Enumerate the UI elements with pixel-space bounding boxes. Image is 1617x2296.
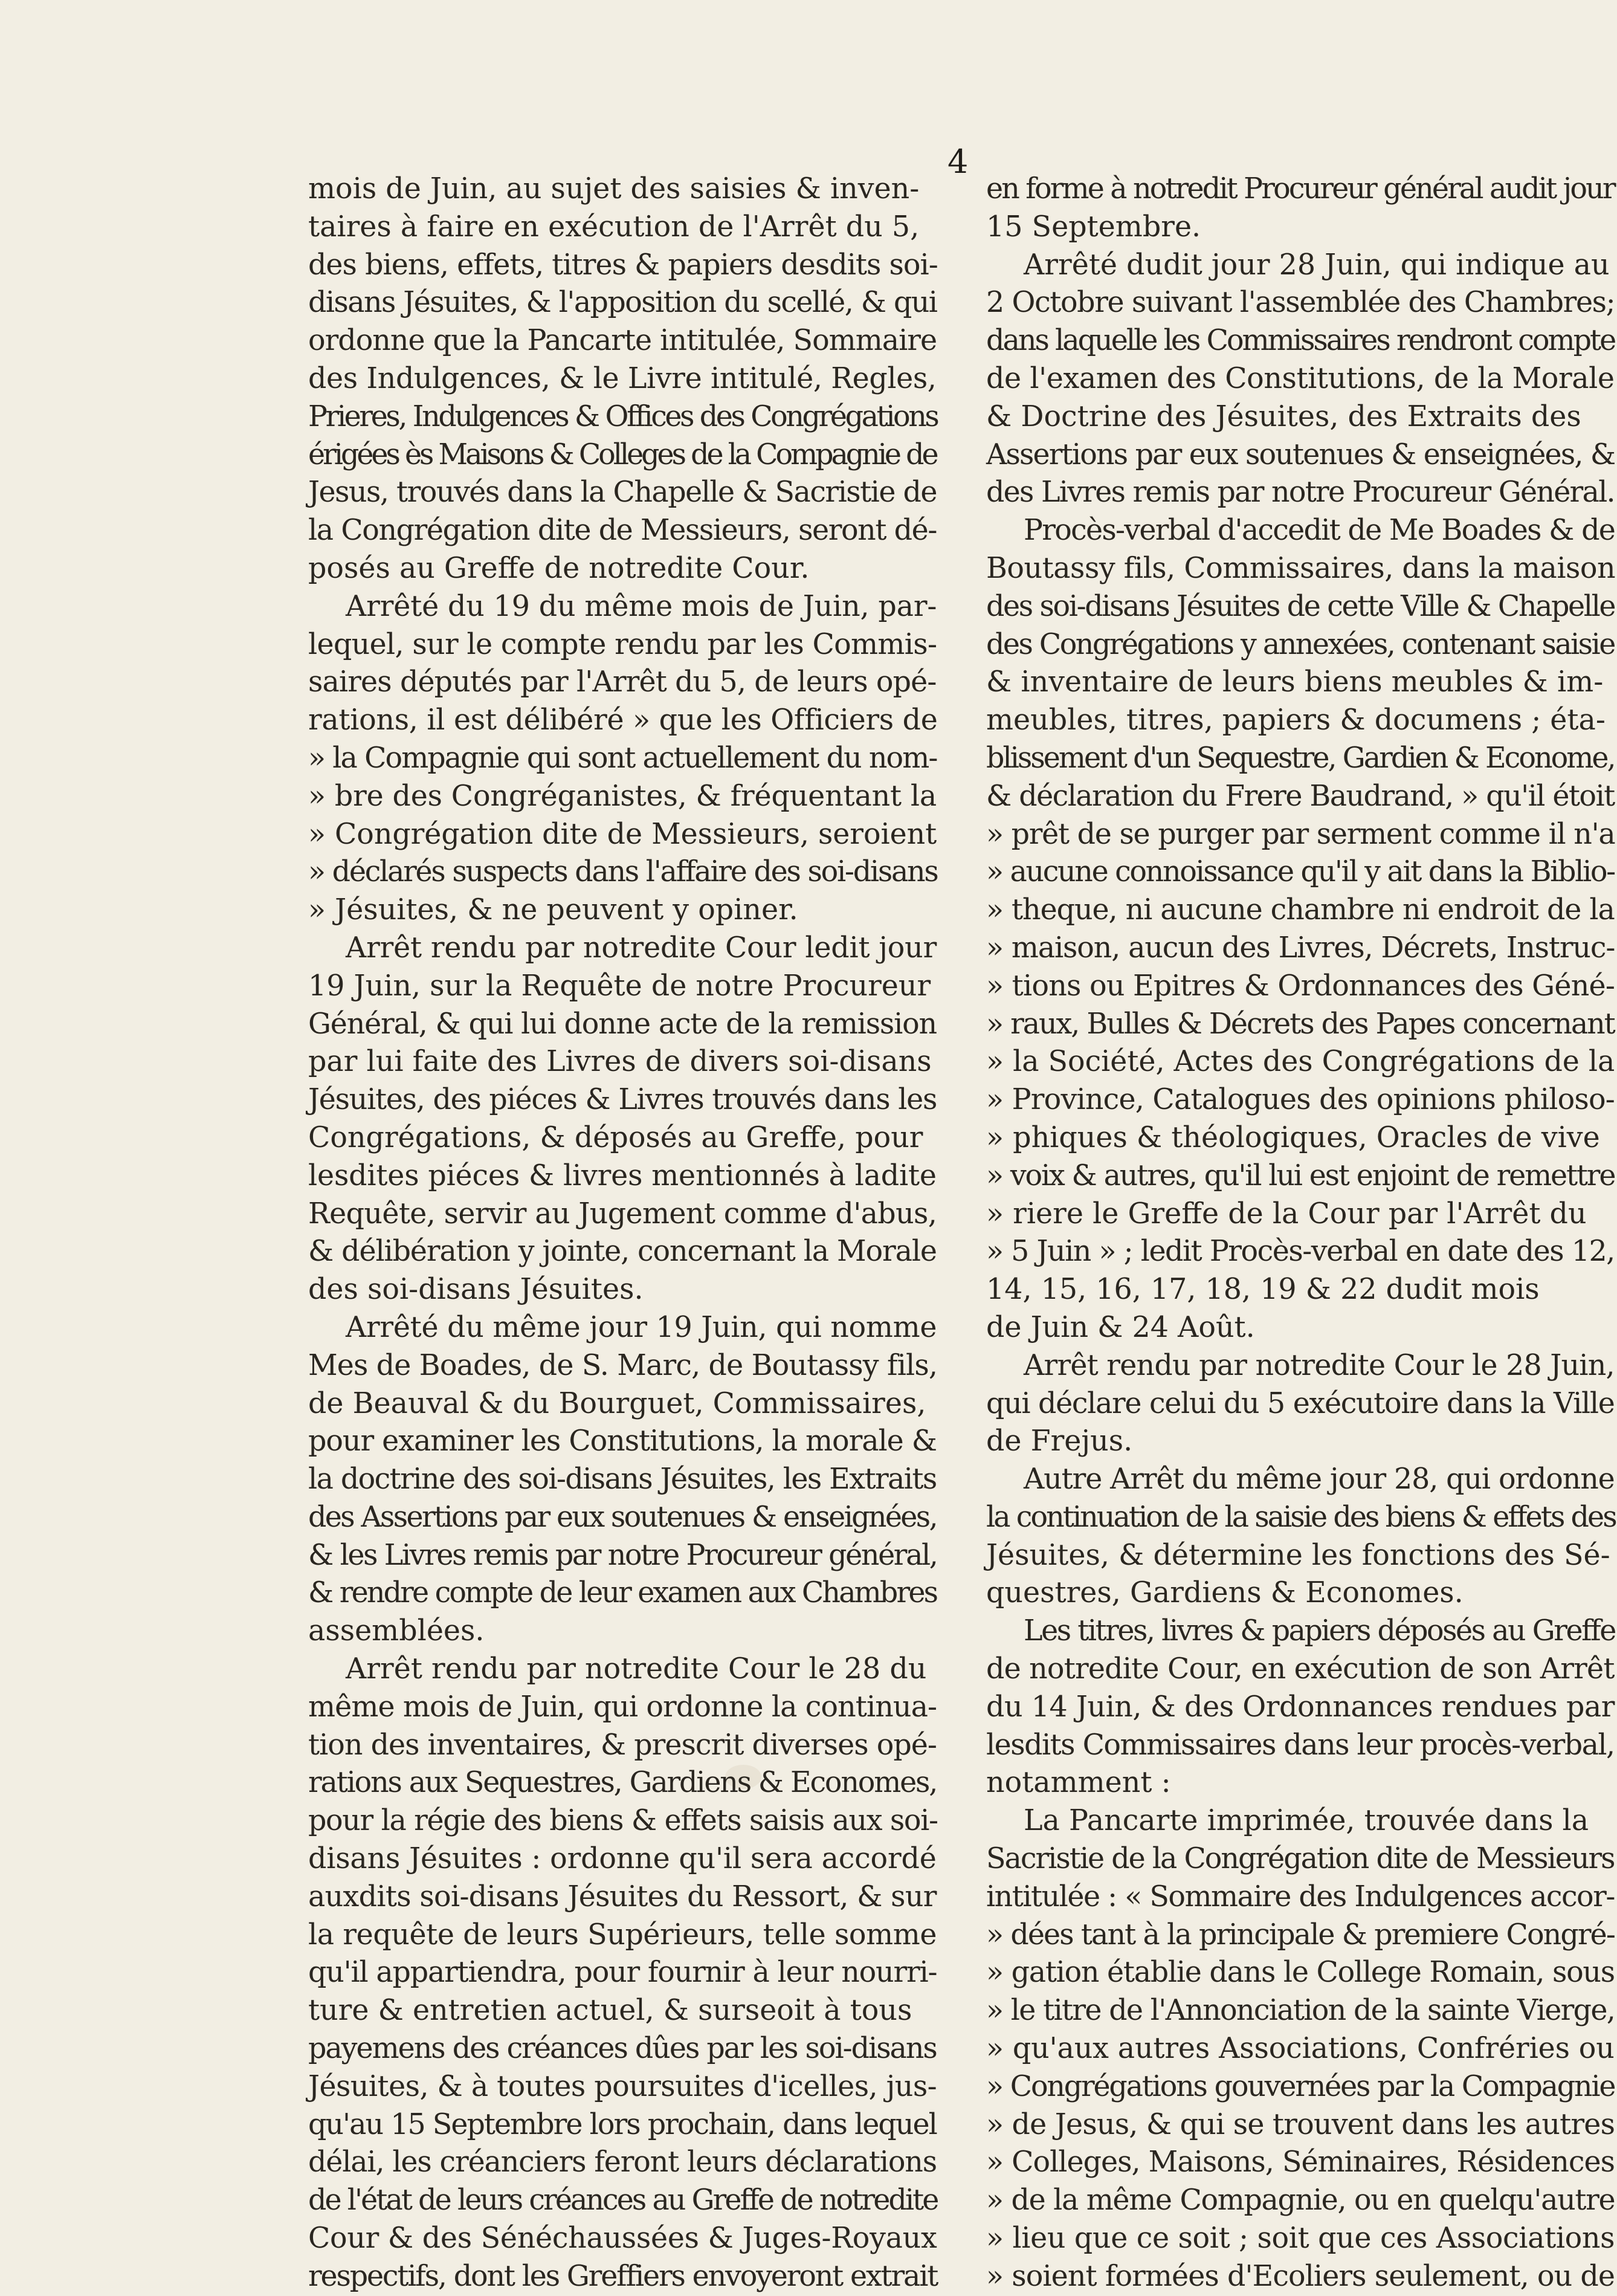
text-line: Prieres, Indulgences & Offices des Congrégations [308,399,938,433]
text-line: Boutassy fils, Commissaires, dans la maison [986,551,1616,585]
text-line: en forme à notredit Procureur général audit jour [986,172,1615,205]
text-line: » lieu que ce soit ; soit que ces Associations [986,2222,1615,2256]
text-line: » Congrégation dite de Messieurs, seroient [308,817,937,851]
text-line: Procès-verbal d'accedit de Me Boades & de [1024,514,1615,548]
text-line: la doctrine des soi-disans Jésuites, les Extraits [308,1463,937,1496]
right-column [986,170,1615,2296]
text-line: Arrêté dudit jour 28 Juin, qui indique au [1024,248,1610,282]
text-line: de Beauval & du Bourguet, Commissaires, [308,1386,926,1420]
text-line: » la Compagnie qui sont actuellement du nom- [308,741,937,775]
text-line: de Frejus. [986,1424,1133,1458]
text-line: notamment : [986,1766,1171,1800]
text-line: qu'au 15 Septembre lors prochain, dans lequel [308,2107,937,2141]
text-line: ture & entretien actuel, & surseoit à tous [308,1994,912,2028]
text-line: & inventaire de leurs biens meubles & im- [986,665,1604,699]
text-line: » qu'aux autres Associations, Confréries ou [986,2032,1615,2066]
text-line: & Doctrine des Jésuites, des Extraits des [986,399,1581,433]
text-line: » prêt de se purger par serment comme il n'a [986,817,1615,851]
text-line: » riere le Greffe de la Cour par l'Arrêt du [986,1197,1587,1230]
text-line: Arrêté du 19 du même mois de Juin, par- [346,589,937,623]
text-line: 15 Septembre. [986,210,1201,244]
text-line: Arrêté du même jour 19 Juin, qui nomme [346,1310,937,1344]
text-line: » bre des Congréganistes, & fréquentant la [308,779,937,813]
text-line: mois de Juin, au sujet des saisies & inven- [308,172,920,205]
text-line: lesdites piéces & livres mentionnés à ladite [308,1159,937,1192]
text-line: de l'état de leurs créances au Greffe de notredite [308,2184,938,2217]
text-line: de notredite Cour, en exécution de son Arrêt [986,1652,1615,1686]
text-line: auxdits soi-disans Jésuites du Ressort, & sur [308,1880,937,1913]
text-line: & rendre compte de leur examen aux Chambres [308,1576,937,1610]
text-line: 14, 15, 16, 17, 18, 19 & 22 dudit mois [986,1273,1540,1307]
text-line: La Pancarte imprimée, trouvée dans la [1024,1804,1589,1838]
text-line: rations aux Sequestres, Gardiens & Economes, [308,1766,937,1800]
text-line: Requête, servir au Jugement comme d'abus, [308,1197,937,1230]
text-line: ordonne que la Pancarte intitulée, Sommaire [308,324,937,358]
text-line: délai, les créanciers feront leurs déclarations [308,2146,937,2179]
text-line: » 5 Juin » ; ledit Procès-verbal en date des 12, [986,1235,1615,1269]
text-line: des Livres remis par notre Procureur Général. [986,476,1615,509]
text-line: Jesus, trouvés dans la Chapelle & Sacristie de [308,476,937,509]
text-line: posés au Greffe de notredite Cour. [308,551,810,585]
text-line: qu'il appartiendra, pour fournir à leur nourri- [308,1956,937,1990]
text-line: Mes de Boades, de S. Marc, de Boutassy fils, [308,1348,938,1382]
text-line: » tions ou Epitres & Ordonnances des Géné- [986,969,1615,1003]
left-column [308,170,937,2296]
text-line: de Juin & 24 Août. [986,1310,1255,1344]
text-line: » Colleges, Maisons, Séminaires, Résidences [986,2146,1615,2179]
text-line: de l'examen des Constitutions, de la Morale [986,361,1615,395]
text-line: même mois de Juin, qui ordonne la continua- [308,1690,937,1724]
text-line: Arrêt rendu par notredite Cour le 28 Juin, [1024,1348,1615,1382]
text-line: questres, Gardiens & Economes. [986,1576,1464,1610]
text-line: des biens, effets, titres & papiers desdits soi- [308,248,938,282]
text-line: » soient formées d'Ecoliers seulement, ou de [986,2259,1615,2293]
text-line: Les titres, livres & papiers déposés au Greffe [1024,1614,1615,1648]
text-line: des Assertions par eux soutenues & enseignées, [308,1500,937,1534]
text-line: » la Société, Actes des Congrégations de la [986,1045,1615,1079]
text-line: » theque, ni aucune chambre ni endroit de la [986,893,1615,927]
text-line: rations, il est délibéré » que les Officiers de [308,703,938,737]
text-line: & les Livres remis par notre Procureur général, [308,1538,937,1572]
text-line: payemens des créances dûes par les soi-disans [308,2032,937,2066]
text-line: Arrêt rendu par notredite Cour le 28 du [346,1652,927,1686]
text-line: » maison, aucun des Livres, Décrets, Instruc- [986,931,1615,965]
text-line: dans laquelle les Commissaires rendront compte [986,324,1615,358]
text-line: Cour & des Sénéchaussées & Juges-Royaux [308,2222,937,2256]
text-line: des Congrégations y annexées, contenant saisie [986,627,1615,661]
text-line: Arrêt rendu par notredite Cour ledit jour [346,931,937,965]
text-line: » phiques & théologiques, Oracles de vive [986,1121,1600,1154]
text-line: la Congrégation dite de Messieurs, seront dé- [308,514,937,548]
text-line: » gation établie dans le College Romain, sous [986,1956,1615,1990]
page-number: 4 [947,143,969,181]
text-line: » Jésuites, & ne peuvent y opiner. [308,893,798,927]
text-line: Autre Arrêt du même jour 28, qui ordonne [1024,1463,1615,1496]
text-line: qui déclare celui du 5 exécutoire dans la Ville [986,1386,1615,1420]
text-line: blissement d'un Sequestre, Gardien & Econome, [986,741,1615,775]
text-line: pour la régie des biens & effets saisis aux soi- [308,1804,938,1838]
text-line: 2 Octobre suivant l'assemblée des Chambres; [986,286,1615,320]
text-line: des soi-disans Jésuites. [308,1273,644,1307]
text-line: » le titre de l'Annonciation de la sainte Vierge, [986,1994,1615,2028]
text-line: lequel, sur le compte rendu par les Commis- [308,627,937,661]
text-line: disans Jésuites, & l'apposition du scellé, & qui [308,286,937,320]
text-line: du 14 Juin, & des Ordonnances rendues par [986,1690,1615,1724]
text-line: Assertions par eux soutenues & enseignées, & [986,438,1615,471]
text-line: meubles, titres, papiers & documens ; éta- [986,703,1606,737]
text-line: Jésuites, des piéces & Livres trouvés dans les [308,1083,937,1117]
text-line: & délibération y jointe, concernant la Morale [308,1235,937,1269]
text-line: respectifs, dont les Greffiers envoyeront extrait [308,2259,938,2293]
text-line: Jésuites, & à toutes poursuites d'icelles, jus- [308,2069,937,2103]
text-line: des Indulgences, & le Livre intitulé, Regles, [308,361,937,395]
text-line: » aucune connoissance qu'il y ait dans la Biblio- [986,855,1615,889]
text-line: » dées tant à la principale & premiere Congré- [986,1918,1615,1952]
text-line: tion des inventaires, & prescrit diverses opé- [308,1728,937,1762]
text-line: » de la même Compagnie, ou en quelqu'autre [986,2184,1615,2217]
text-line: » déclarés suspects dans l'affaire des soi-disans [308,855,938,889]
text-line: lesdits Commissaires dans leur procès-verbal, [986,1728,1615,1762]
text-line: » Congrégations gouvernées par la Compagnie [986,2069,1615,2103]
text-line: » raux, Bulles & Décrets des Papes concernant [986,1007,1615,1041]
text-line: Sacristie de la Congrégation dite de Messieurs [986,1842,1615,1876]
text-line: des soi-disans Jésuites de cette Ville & Chapelle [986,589,1615,623]
text-line: la requête de leurs Supérieurs, telle somme [308,1918,937,1952]
text-line: » voix & autres, qu'il lui est enjoint de remettre [986,1159,1615,1192]
text-line: Congrégations, & déposés au Greffe, pour [308,1121,923,1154]
text-line: saires députés par l'Arrêt du 5, de leurs opé- [308,665,937,699]
text-line: disans Jésuites : ordonne qu'il sera accordé [308,1842,937,1876]
text-line: & déclaration du Frere Baudrand, » qu'il étoit [986,779,1615,813]
text-line: 19 Juin, sur la Requête de notre Procureur [308,969,931,1003]
text-line: taires à faire en exécution de l'Arrêt du 5, [308,210,920,244]
text-line: Jésuites, & détermine les fonctions des Sé- [986,1538,1610,1572]
text-line: intitulée : « Sommaire des Indulgences accor- [986,1880,1615,1913]
text-line: » de Jesus, & qui se trouvent dans les autres [986,2107,1615,2141]
text-line: pour examiner les Constitutions, la morale & [308,1424,937,1458]
text-line: » Province, Catalogues des opinions philoso- [986,1083,1615,1117]
text-line: par lui faite des Livres de divers soi-disans [308,1045,932,1079]
text-line: assemblées. [308,1614,485,1648]
text-line: Général, & qui lui donne acte de la remission [308,1007,937,1041]
text-line: la continuation de la saisie des biens & effets des [986,1500,1616,1534]
text-line: érigées ès Maisons & Colleges de la Compagnie de [308,438,937,471]
